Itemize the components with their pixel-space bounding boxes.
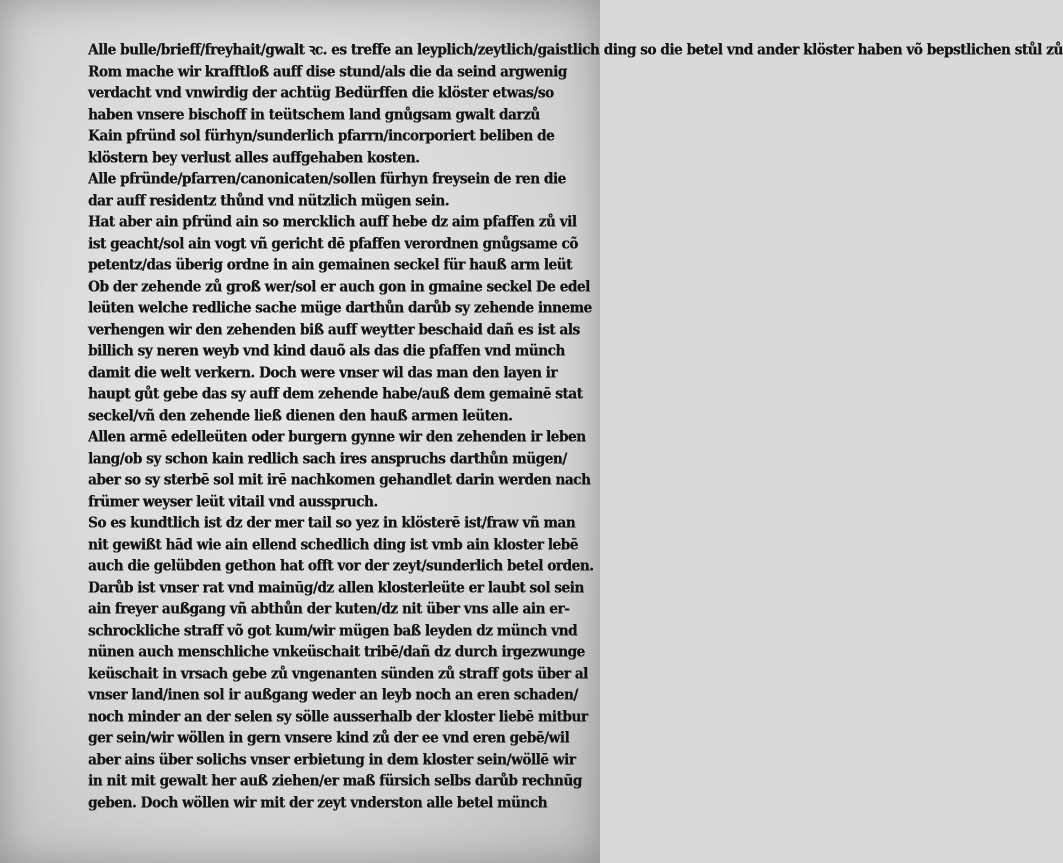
text-line: in nit mit gewalt her auß ziehen/er maß fürsich selbs darůb rechnūg xyxy=(88,771,582,790)
text-line: Darůb ist vnser rat vnd mainūg/dz allen klosterleüte er laubt sol sein xyxy=(88,578,584,597)
text-line: petentz/das überig ordne in ain gemainen seckel für hauß arm leüt xyxy=(88,255,572,274)
text-line: Rom mache wir krafftloß auff dise stund/als die da seind argwenig xyxy=(88,62,567,81)
text-line: frümer weyser leüt vitail vnd ausspruch. xyxy=(88,492,378,511)
text-line: verhengen wir den zehenden biß auff weytter beschaid dañ es ist als xyxy=(88,320,580,339)
text-line: lang/ob sy schon kain redlich sach ires anspruchs darthůn mügen/ xyxy=(88,449,567,468)
text-line: damit die welt verkern. Doch were vnser wil das man den layen ir xyxy=(88,363,558,382)
text-line: verdacht vnd vnwirdig der achtüg Bedürffen die klöster etwas/so xyxy=(88,83,554,102)
text-line: ain freyer außgang vñ abthůn der kuten/dz nit über vns alle ain er- xyxy=(88,599,570,618)
text-line: leüten welche redliche sache müge darthůn darůb sy zehende inneme xyxy=(88,298,592,317)
text-line: Allen armē edelleüten oder burgern gynne wir den zehenden ir leben xyxy=(88,427,586,446)
text-line: schrockliche straff võ got kum/wir mügen baß leyden dz münch vnd xyxy=(88,621,578,640)
text-line: Kain pfründ sol fürhyn/sunderlich pfarrn/incorporiert beliben de xyxy=(88,126,555,145)
text-line: haben vnsere bischoff in teütschem land gnůgsam gwalt darzů xyxy=(88,105,540,124)
text-line: geben. Doch wöllen wir mit der zeyt vnderston alle betel münch xyxy=(88,793,548,812)
text-line: vnser land/inen sol ir außgang weder an leyb noch an eren schaden/ xyxy=(88,685,578,704)
text-line: billich sy neren weyb vnd kind dauõ als das die pfaffen vnd münch xyxy=(88,341,565,360)
body-text xyxy=(88,40,1063,814)
text-line: ger sein/wir wöllen in gern vnsere kind zů der ee vnd eren gebē/wil xyxy=(88,728,570,747)
text-line: Hat aber ain pfründ ain so mercklich auff hebe dz aim pfaffen zů vil xyxy=(88,212,577,231)
text-line: klöstern bey verlust alles auffgehaben kosten. xyxy=(88,148,420,167)
text-line: nünen auch menschliche vnkeüschait tribē/dañ dz durch irgezwunge xyxy=(88,642,585,661)
text-line: noch minder an der selen sy sölle ausserhalb der kloster liebē mitbur xyxy=(88,707,588,726)
text-line: aber ains über solichs vnser erbietung in dem kloster sein/wöllē wir xyxy=(88,750,576,769)
text-line: aber so sy sterbē sol mit irē nachkomen gehandlet darin werden nach xyxy=(88,470,591,489)
text-line: seckel/vñ den zehende ließ dienen den hauß armen leüten. xyxy=(88,406,513,425)
text-line: haupt gůt gebe das sy auff dem zehende habe/auß dem gemainē stat xyxy=(88,384,583,403)
text-line: auch die gelübden gethon hat offt vor der zeyt/sunderlich betel orden. xyxy=(88,556,594,575)
text-line: dar auff residentz thůnd vnd nützlich mügen sein. xyxy=(88,191,449,210)
text-line: Alle pfründe/pfarren/canonicaten/sollen fürhyn freysein de ren die xyxy=(88,169,566,188)
text-line: nit gewißt hād wie ain ellend schedlich ding ist vmb ain kloster lebē xyxy=(88,535,578,554)
text-line: So es kundtlich ist dz der mer tail so yez in klösterē ist/fraw vñ man xyxy=(88,513,576,532)
text-line: ist geacht/sol ain vogt vñ gericht dē pfaffen verordnen gnůgsame cõ xyxy=(88,234,578,253)
text-line: keüschait in vrsach gebe zů vngenanten sünden zů straff gots über al xyxy=(88,664,588,683)
text-line: Ob der zehende zů groß wer/sol er auch gon in gmaine seckel De edel xyxy=(88,277,590,296)
text-line: Alle bulle/brieff/freyhait/gwalt ꝛc. es treffe an leyplich/zeytlich/gaistlich ding so die betel vnd ander klöster haben võ bepstlichen stůl zů xyxy=(88,40,1063,59)
